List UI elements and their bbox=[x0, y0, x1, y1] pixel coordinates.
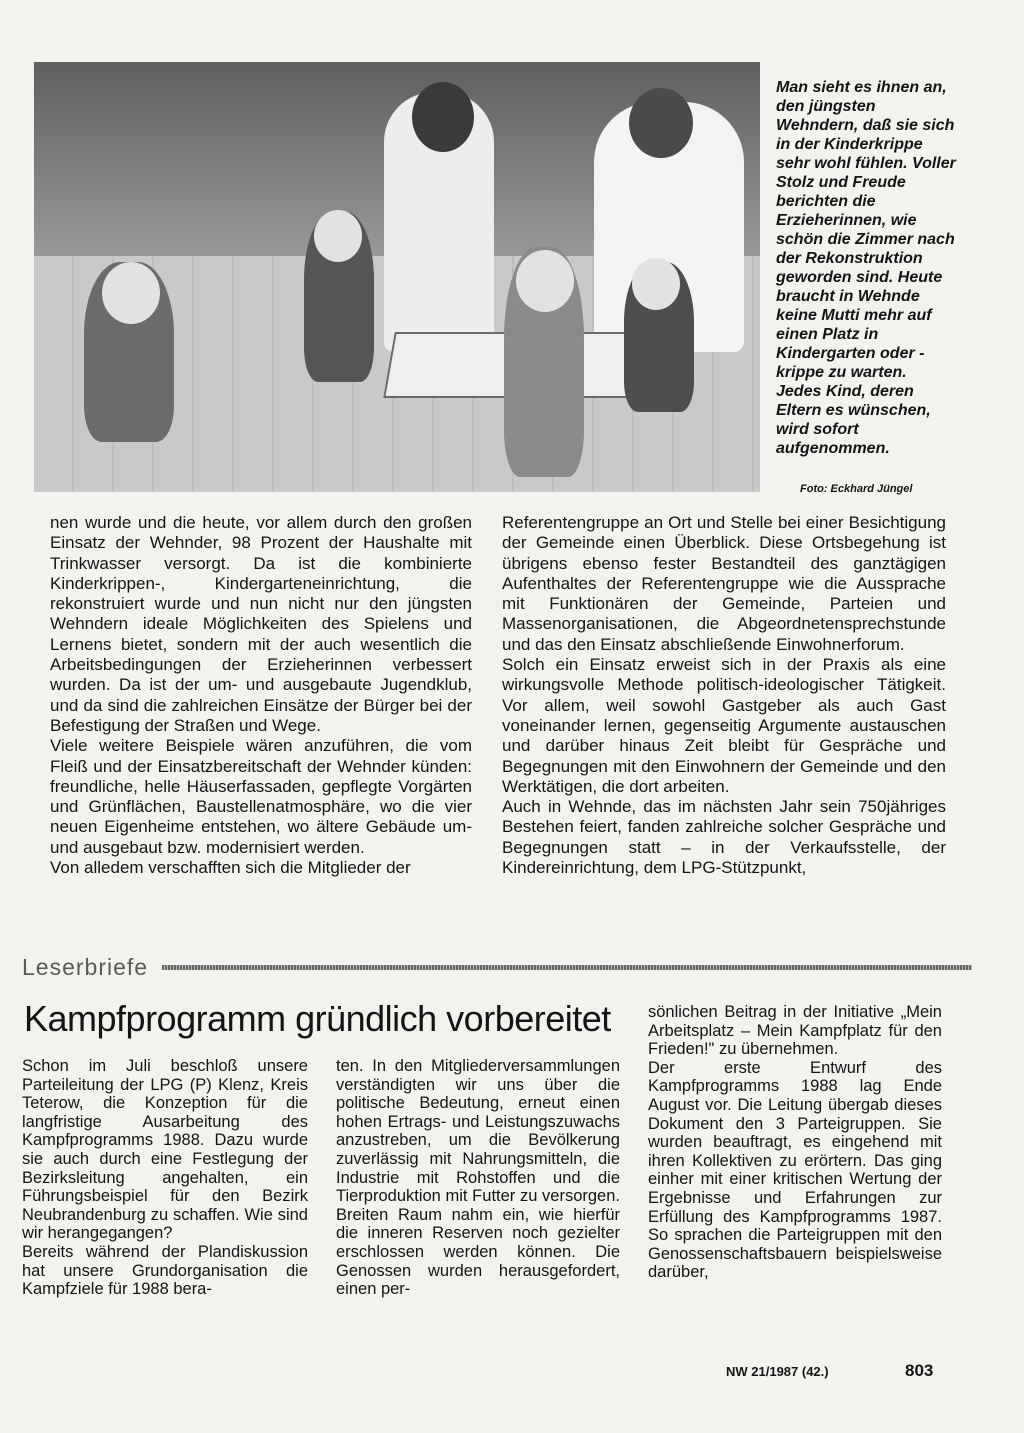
paragraph: Von alledem verschafften sich die Mitglieder der bbox=[50, 858, 411, 878]
paragraph: nen wurde und die heute, vor allem durch den großen Einsatz der Wehnder, 98 Prozent der Haushalte mit Trinkwasser versorgt. Da ist die kombinierte Kinderkrippen-, Kindergarteneinrichtung, die rekonstruiert wurde und nun nicht nur den jüngsten Wehndern ideale Möglichkeiten des Spielens und Lernens bietet, sondern mit der auch wesentlich die Arbeitsbedingungen der Erzieherinnen verbessert wurden. Da ist der um- und ausgebaute Jugendklub, und da sind die zahlreichen Einsätze der Bürger bei der Befestigung der Straßen und Wege. bbox=[50, 513, 472, 735]
letter-column-2 bbox=[336, 1057, 620, 1299]
issue-number: NW 21/1987 (42.) bbox=[726, 1364, 829, 1379]
paragraph: Auch in Wehnde, das im nächsten Jahr sein 750jähriges Bestehen feiert, fanden zahlreiche solcher Gespräche und Begegnungen statt – in der Verkaufsstelle, der Kindereinrichtung, dem LPG-Stützpunkt, bbox=[502, 797, 946, 878]
paragraph: Viele weitere Beispiele wären anzuführen, die vom Fleiß und der Einsatzbereitschaft der Wehnder künden: freundliche, helle Häuserfassaden, gepflegte Vorgärten und Grünflächen, Baustellenatmosphäre, wo die vier neuen Eigenheime entstehen, wo ältere Gebäude um- und ausgebaut bzw. modernisiert werden. bbox=[50, 736, 472, 857]
letter-headline: Kampfprogramm gründlich vorbereitet bbox=[24, 998, 611, 1039]
photo-child-head bbox=[102, 262, 160, 324]
photo-caregiver-right-head bbox=[629, 88, 693, 158]
photo-caregiver-left-head bbox=[412, 82, 474, 152]
photo-credit: Foto: Eckhard Jüngel bbox=[800, 483, 913, 495]
rubric-rule bbox=[162, 965, 972, 970]
paragraph: ten. In den Mitgliederversammlungen verständigten wir uns über die politische Bedeutung, erneut einen hohen Ertrags- und Leistungszuwachs anzustreben, um die Bevölkerung zuverlässig mit Nahrungsmitteln, die Industrie mit Rohstoffen und die Tierproduktion mit Futter zu versorgen. Breiten Raum nahm ein, wie hierfür die inneren Reserven noch gezielter erschlossen werden können. Die Genossen wurden herausgefordert, einen per- bbox=[336, 1057, 620, 1299]
article-column-2 bbox=[502, 513, 946, 878]
rubric-label: Leserbriefe bbox=[22, 953, 149, 980]
photo-child-head bbox=[314, 210, 362, 262]
paragraph: Solch ein Einsatz erweist sich in der Praxis als eine wirkungsvolle Methode politisch-ideologischer Tätigkeit. Vor allem, weil sowohl Gastgeber als auch Gast voneinander lernen, gegenseitig Argumente austauschen und darüber hinaus Zeit bleibt für Gespräche und Begegnungen mit den Einwohnern der Gemeinde und den Werktätigen, die dort arbeiten. bbox=[502, 655, 946, 796]
letter-column-3 bbox=[648, 1003, 942, 1282]
paragraph: Referentengruppe an Ort und Stelle bei einer Besichtigung der Gemeinde einen Überblick. Diese Ortsbegehung ist übrigens ebenso fester Bestandteil des ganztägigen Aufenthaltes der Referentengruppe wie die Aussprache mit Funktionären der Gemeinde, Parteien und Massenorganisationen, die Abgeordnetensprechstunde und das den Einsatz abschließende Einwohnerforum. bbox=[502, 513, 946, 654]
photo-child-head bbox=[516, 250, 574, 312]
letter-column-1 bbox=[22, 1057, 308, 1299]
page-number: 803 bbox=[905, 1361, 934, 1380]
article-column-1 bbox=[50, 513, 472, 878]
section-rubric bbox=[22, 953, 972, 981]
paragraph: Bereits während der Plandiskussion hat unsere Grundorganisation die Kampfziele für 1988 bera- bbox=[22, 1242, 308, 1299]
photo-child-head bbox=[632, 258, 680, 310]
paragraph: Der erste Entwurf des Kampfprogramms 1988 lag Ende August vor. Die Leitung übergab dieses Dokument den 3 Parteigruppen. Sie wurden beauftragt, es eingehend mit ihren Kollektiven zu erörtern. Das ging einher mit einer kritischen Wertung der Ergebnisse und Erfahrungen zur Erfüllung des Kampfprogramms 1987. So sprachen die Parteigruppen mit den Genossenschaftsbauern beispielsweise darüber, bbox=[648, 1058, 942, 1282]
paragraph: sönlichen Beitrag in der Initiative „Mein Arbeitsplatz – Mein Kampfplatz für den Frieden!" zu übernehmen. bbox=[648, 1003, 942, 1059]
photo-caption: Man sieht es ihnen an, den jüngsten Wehndern, daß sie sich in der Kinderkrippe sehr wohl fühlen. Voller Stolz und Freude berichten die Erzieherinnen, wie schön die Zimmer nach der Rekonstruktion geworden sind. Heute braucht in Wehnde keine Mutti mehr auf einen Platz in Kindergarten oder -krippe zu warten. Jedes Kind, deren Eltern es wünschen, wird sofort aufgenommen. bbox=[776, 79, 956, 457]
article-photo bbox=[34, 62, 760, 492]
paragraph: Schon im Juli beschloß unsere Parteileitung der LPG (P) Klenz, Kreis Teterow, die Konzeption für die langfristige Ausarbeitung des Kampfprogramms 1988. Dazu wurde sie auch durch eine Festlegung der Bezirksleitung angehalten, ein Führungsbeispiel für den Bezirk Neubrandenburg zu schaffen. Wie sind wir herangegangen? bbox=[22, 1057, 308, 1243]
